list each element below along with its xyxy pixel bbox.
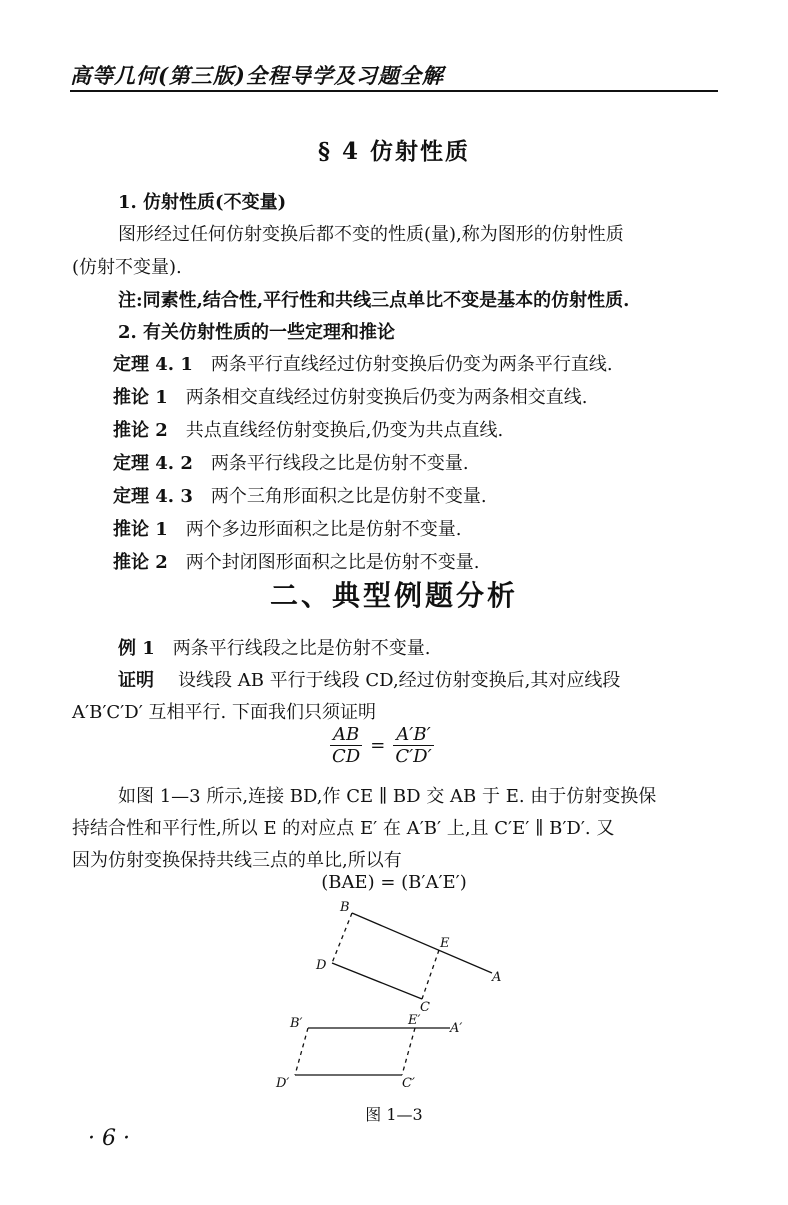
simple-ratio-equation: (BAE) = (B′A′E′) — [321, 872, 467, 893]
point-label-D: D — [316, 958, 327, 973]
fraction-numerator: AB — [330, 724, 362, 746]
point-label-B: B — [340, 900, 350, 915]
example-line — [118, 634, 431, 660]
segment-BD — [332, 913, 352, 963]
item-label: 定理 4. 2 — [113, 453, 193, 474]
item-text: 两条平行直线经过仿射变换后仍变为两条平行直线. — [210, 354, 613, 375]
figure-caption: 图 1—3 — [365, 1105, 423, 1124]
corollary-item — [113, 515, 462, 541]
fraction-numerator: A′B′ — [393, 724, 433, 746]
point-label-E: E — [440, 936, 450, 951]
theorem-item — [113, 449, 469, 475]
fraction-denominator: C′D′ — [395, 746, 432, 767]
equals-sign: = — [370, 735, 386, 756]
proof-line-2: A′B′C′D′ 互相平行. 下面我们只须证明 — [72, 702, 376, 723]
definition-line-2: (仿射不变量). — [72, 257, 182, 278]
segment-DC — [332, 963, 422, 999]
part2-heading: 2. 有关仿射性质的一些定理和推论 — [118, 322, 396, 343]
paragraph-line-3: 因为仿射变换保持共线三点的单比,所以有 — [72, 850, 402, 871]
point-label-B-prime: B′ — [290, 1016, 303, 1031]
item-text: 两条平行线段之比是仿射不变量. — [210, 453, 469, 474]
figure-1-3 — [260, 895, 520, 1095]
analysis-heading: 二、典型例题分析 — [269, 579, 518, 612]
segment-EC — [422, 950, 439, 999]
item-text: 两个三角形面积之比是仿射不变量. — [210, 486, 487, 507]
theorem-item — [113, 350, 613, 376]
item-text: 两个封闭图形面积之比是仿射不变量. — [185, 552, 480, 573]
example-text: 两条平行线段之比是仿射不变量. — [172, 638, 431, 659]
note-line: 注:同素性,结合性,平行性和共线三点单比不变是基本的仿射性质. — [118, 290, 630, 311]
fraction-denominator: CD — [332, 746, 361, 767]
running-header: 高等几何(第三版)全程导学及习题全解 — [70, 63, 444, 88]
point-label-C: C — [420, 1000, 430, 1015]
item-text: 两个多边形面积之比是仿射不变量. — [185, 519, 462, 540]
page-number: · 6 · — [88, 1126, 130, 1151]
header-rule — [70, 90, 718, 92]
item-text: 共点直线经仿射变换后,仍变为共点直线. — [185, 420, 504, 441]
ratio-equation — [330, 724, 434, 767]
theorem-item — [113, 482, 487, 508]
proof-line-1 — [118, 666, 620, 692]
corollary-item — [113, 548, 480, 574]
item-label: 定理 4. 1 — [113, 354, 193, 375]
item-text: 两条相交直线经过仿射变换后仍变为两条相交直线. — [185, 387, 588, 408]
paragraph-line-2: 持结合性和平行性,所以 E 的对应点 E′ 在 A′B′ 上,且 C′E′ ∥ B′D′. 又 — [72, 818, 615, 839]
point-label-C-prime: C′ — [402, 1076, 415, 1091]
proof-text-1: 设线段 AB 平行于线段 CD,经过仿射变换后,其对应线段 — [178, 670, 621, 691]
corollary-item — [113, 416, 503, 442]
example-label: 例 1 — [118, 638, 155, 659]
point-label-A: A — [492, 970, 502, 985]
item-label: 推论 1 — [113, 519, 168, 540]
segment-BA — [352, 913, 492, 973]
proof-label: 证明 — [118, 670, 154, 691]
definition-line-1: 图形经过任何仿射变换后都不变的性质(量),称为图形的仿射性质 — [118, 224, 624, 245]
item-label: 推论 2 — [113, 420, 168, 441]
section-title: § 4 仿射性质 — [317, 138, 471, 165]
segment-E2C2 — [402, 1028, 415, 1075]
segment-B2D2 — [295, 1028, 308, 1075]
corollary-item — [113, 383, 588, 409]
point-label-D-prime: D′ — [276, 1076, 290, 1091]
point-label-E-prime: E′ — [408, 1013, 421, 1028]
item-label: 推论 1 — [113, 387, 168, 408]
point-label-A-prime: A′ — [450, 1021, 463, 1036]
item-label: 推论 2 — [113, 552, 168, 573]
part1-heading: 1. 仿射性质(不变量) — [118, 192, 287, 213]
paragraph-line-1: 如图 1—3 所示,连接 BD,作 CE ∥ BD 交 AB 于 E. 由于仿射变换保 — [118, 786, 657, 807]
item-label: 定理 4. 3 — [113, 486, 193, 507]
